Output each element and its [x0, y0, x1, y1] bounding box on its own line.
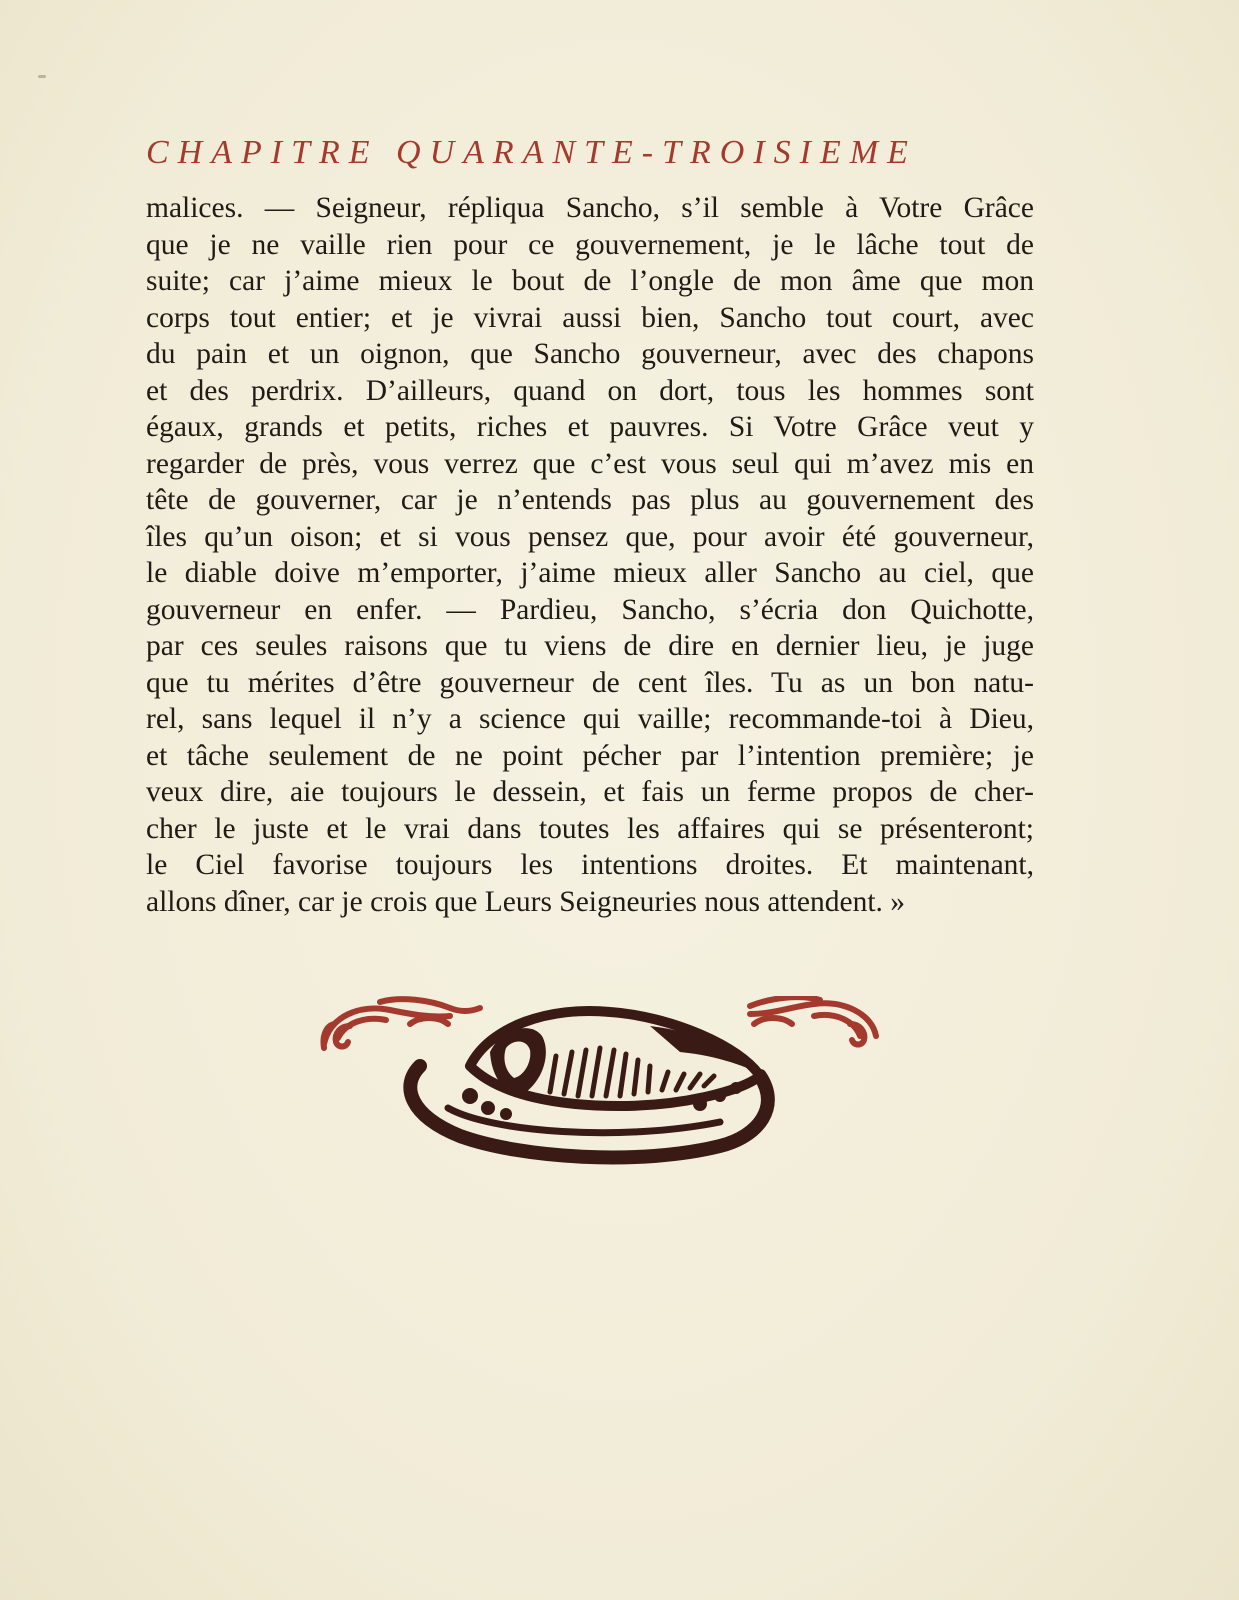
text-line: et tâche seulement de ne point pécher par l’intention première; je [146, 739, 1034, 772]
text-line: corps tout entier; et je vivrai aussi bien, Sancho tout court, avec [146, 301, 1034, 334]
text-line: îles qu’un oison; et si vous pensez que, pour avoir été gouverneur, [146, 520, 1034, 553]
fish-on-platter-woodcut-icon [320, 996, 880, 1176]
text-line: que je ne vaille rien pour ce gouvernement, je le lâche tout de [146, 228, 1034, 261]
text-line: tête de gouverner, car je n’entends pas plus au gouvernement des [146, 484, 1034, 516]
text-line: veux dire, aie toujours le dessein, et fais un ferme propos de cher- [146, 776, 1034, 808]
text-line: rel, sans lequel il n’y a science qui vaille; recommande-toi à Dieu, [146, 703, 1034, 735]
text-line: allons dîner, car je crois que Leurs Seigneuries nous attendent. » [146, 885, 906, 918]
text-line: gouverneur en enfer. — Pardieu, Sancho, s’écria don Quichotte, [146, 593, 1034, 626]
text-line: cher le juste et le vrai dans toutes les affaires qui se présenteront; [146, 812, 1034, 845]
paper-speck [38, 75, 46, 78]
text-line: le Ciel favorise toujours les intentions droites. Et maintenant, [146, 849, 1034, 881]
text-line: par ces seules raisons que tu viens de dire en dernier lieu, je juge [146, 630, 1034, 662]
body-paragraph [146, 190, 1034, 920]
text-line: regarder de près, vous verrez que c’est vous seul qui m’avez mis en [146, 447, 1034, 480]
text-line: égaux, grands et petits, riches et pauvres. Si Votre Grâce veut y [146, 411, 1034, 443]
text-line: du pain et un oignon, que Sancho gouverneur, avec des chapons [146, 338, 1034, 370]
text-line: suite; car j’aime mieux le bout de l’ongle de mon âme que mon [146, 265, 1034, 297]
text-line: et des perdrix. D’ailleurs, quand on dort, tous les hommes sont [146, 374, 1034, 407]
text-line: que tu mérites d’être gouverneur de cent îles. Tu as un bon natu- [146, 666, 1034, 699]
text-line: malices. — Seigneur, répliqua Sancho, s’il semble à Votre Grâce [146, 192, 1034, 224]
text-line: le diable doive m’emporter, j’aime mieux aller Sancho au ciel, que [146, 557, 1034, 589]
chapter-heading: CHAPITRE QUARANTE-TROISIEME [146, 134, 917, 171]
